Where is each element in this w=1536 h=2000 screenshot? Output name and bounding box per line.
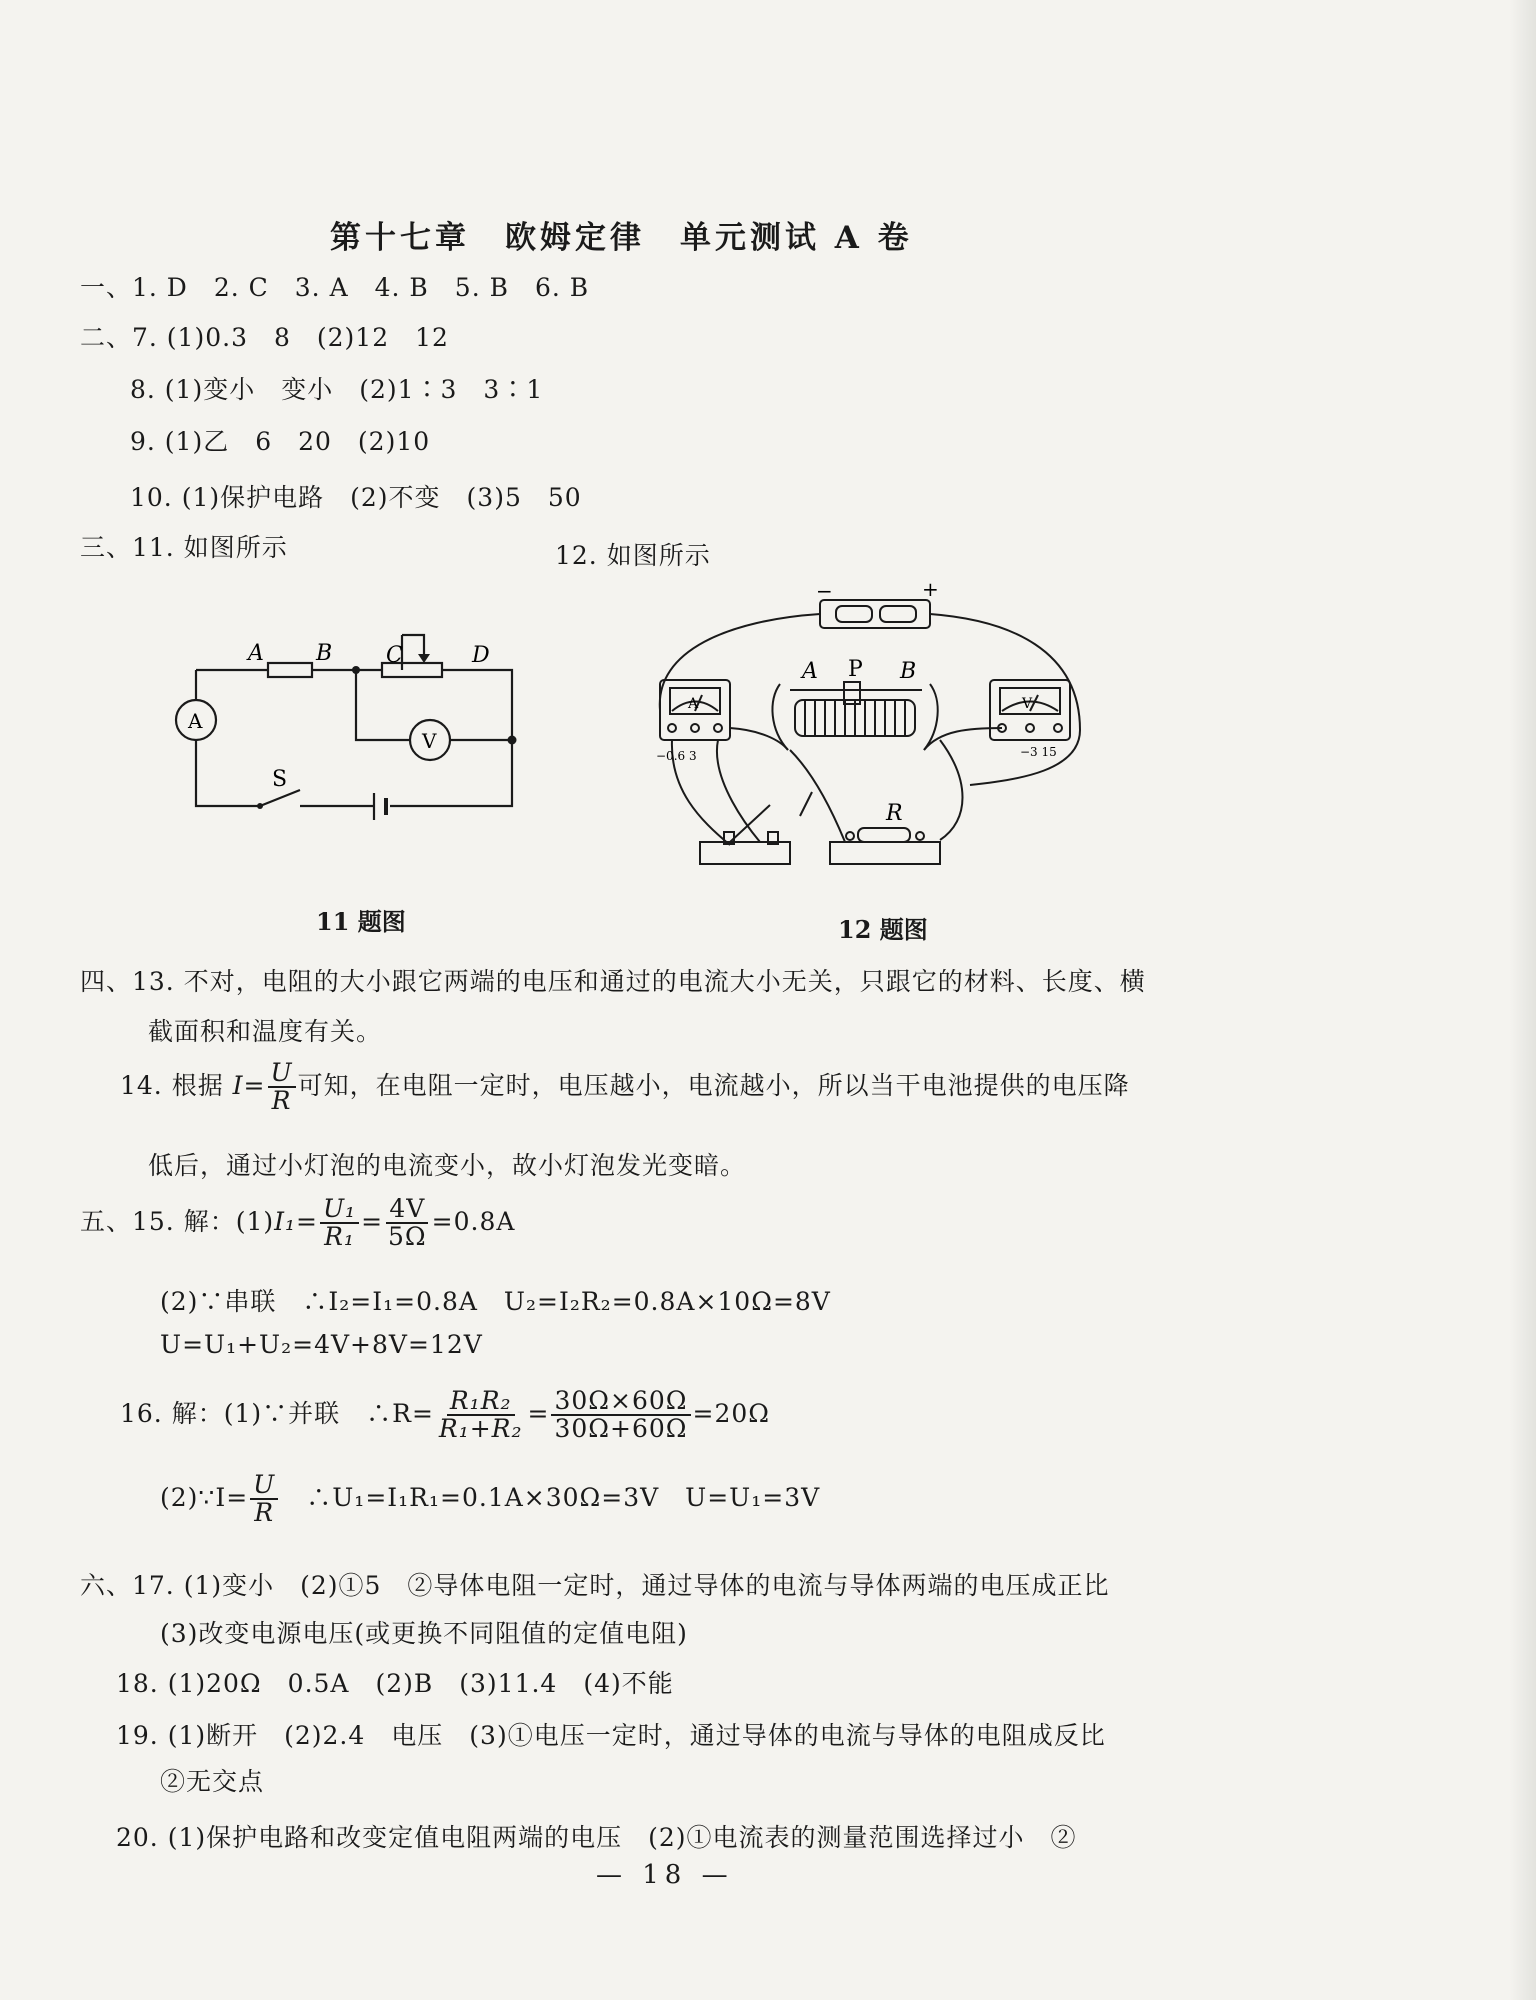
q16-fraction-2 (551, 1388, 690, 1443)
fig12-battery-plus: + (922, 580, 939, 601)
q14-prefix: 14. 根据 (120, 1070, 233, 1100)
q19-answer-line2: ②无交点 (160, 1767, 265, 1796)
q14-fraction (268, 1060, 296, 1115)
q18-answer: 18. (1)20Ω 0.5A (2)B (3)11.4 (4)不能 (116, 1669, 674, 1698)
fig11-switch-label: S (272, 767, 288, 792)
q17-answer-line2: (3)改变电源电压(或更换不同阻值的定值电阻) (160, 1619, 688, 1648)
fig12-voltmeter-terminals: −3 15 (1020, 745, 1057, 759)
q16-l2-prefix: (2)∵I= (160, 1482, 249, 1512)
figure-12-caption: 12 题图 (838, 915, 928, 944)
fig12-label-a: A (802, 659, 818, 684)
fig12-label-b: B (900, 659, 917, 684)
fig11-label-b: B (316, 641, 333, 666)
q16-rhs: =20Ω (692, 1398, 771, 1428)
q15-fraction-1 (320, 1196, 359, 1251)
fig12-battery-minus: − (816, 580, 833, 603)
page-number: — 18 — (596, 1860, 734, 1890)
scan-edge-shadow (1510, 0, 1536, 2000)
q15-prefix: 五、15. 解：(1) (80, 1206, 275, 1236)
fig11-voltmeter-label: V (422, 729, 437, 753)
q13-answer-line2: 截面积和温度有关。 (148, 1017, 383, 1046)
q15-f1-numerator: U₁ (320, 1196, 359, 1224)
fig11-label-a: A (248, 641, 264, 666)
section-1-answers: 一、1. D 2. C 3. A 4. B 5. B 6. B (80, 273, 590, 302)
q15-equals: = (361, 1206, 384, 1236)
q16-f1-denominator: R₁+R₂ (438, 1414, 523, 1444)
q15-f2-denominator: 5Ω (388, 1222, 427, 1252)
q16-answer-line1 (120, 1388, 770, 1443)
q16-l2-numerator: U (250, 1472, 278, 1500)
q16-l2-fraction (250, 1472, 278, 1527)
q14-equals: = (243, 1070, 266, 1100)
q14-answer-line1 (120, 1060, 1130, 1115)
q15-rhs: =0.8A (431, 1206, 516, 1236)
q15-f1-denominator: R₁ (324, 1222, 355, 1252)
q16-fraction-1 (436, 1388, 526, 1443)
q16-f2-numerator: 30Ω×60Ω (551, 1388, 690, 1416)
fig12-label-r: R (886, 801, 903, 826)
fig11-label-c: C (386, 643, 403, 668)
figure-12-wiring (640, 580, 1110, 890)
fig11-label-d: D (472, 643, 490, 668)
q16-equals: = (527, 1398, 550, 1428)
fig12-voltmeter-label: V (1022, 696, 1033, 712)
q14-fraction-denominator: R (271, 1086, 292, 1116)
q16-f1-numerator: R₁R₂ (447, 1388, 515, 1416)
q15-answer-line1 (80, 1196, 515, 1251)
q15-answer-line2: (2)∵串联 ∴I₂=I₁=0.8A U₂=I₂R₂=0.8A×10Ω=8V (160, 1287, 831, 1316)
q16-l2-text: ∴U₁=I₁R₁=0.1A×30Ω=3V U=U₁=3V (280, 1482, 821, 1512)
q9-answer: 9. (1)乙 6 20 (2)10 (130, 427, 431, 456)
q20-answer: 20. (1)保护电路和改变定值电阻两端的电压 (2)①电流表的测量范围选择过小 ② (116, 1823, 1077, 1852)
q16-f2-denominator: 30Ω+60Ω (554, 1414, 688, 1444)
q19-answer-line1: 19. (1)断开 (2)2.4 电压 (3)①电压一定时，通过导体的电流与导体的电阻成反比 (116, 1721, 1106, 1750)
q15-fraction-2 (385, 1196, 430, 1251)
q16-answer-line2 (160, 1472, 820, 1527)
q15-f2-numerator: 4V (386, 1196, 428, 1224)
q14-var-i: I (232, 1070, 244, 1100)
q10-answer: 10. (1)保护电路 (2)不变 (3)5 50 (130, 483, 582, 512)
q7-answer: 二、7. (1)0.3 8 (2)12 12 (80, 323, 449, 352)
fig11-ammeter-label: A (188, 709, 203, 733)
q12-answer: 12. 如图所示 (555, 541, 711, 570)
q14-text: 可知，在电阻一定时，电压越小，电流越小，所以当干电池提供的电压降 (297, 1070, 1130, 1100)
q15-lhs: I₁= (274, 1206, 318, 1236)
q14-answer-line2: 低后，通过小灯泡的电流变小，故小灯泡发光变暗。 (148, 1151, 747, 1180)
fig12-label-p: P (848, 657, 863, 682)
q16-prefix: 16. 解：(1)∵并联 ∴R= (120, 1398, 434, 1428)
figure-11-circuit (160, 630, 540, 830)
page-title: 第十七章 欧姆定律 单元测试 A 卷 (330, 220, 913, 256)
fig12-ammeter-terminals: −0.6 3 (656, 749, 697, 763)
q11-answer: 三、11. 如图所示 (80, 533, 288, 562)
q8-answer: 8. (1)变小 变小 (2)1∶3 3∶1 (130, 375, 544, 404)
q17-answer-line1: 六、17. (1)变小 (2)①5 ②导体电阻一定时，通过导体的电流与导体两端的电压成正比 (80, 1571, 1110, 1600)
figure-11-caption: 11 题图 (316, 907, 406, 936)
q13-answer-line1: 四、13. 不对，电阻的大小跟它两端的电压和通过的电流大小无关，只跟它的材料、长度、横 (80, 967, 1146, 996)
fig12-ammeter-label: A (688, 696, 699, 712)
q14-fraction-numerator: U (268, 1060, 296, 1088)
q15-answer-line3: U=U₁+U₂=4V+8V=12V (160, 1330, 483, 1359)
q16-l2-denominator: R (254, 1498, 275, 1528)
